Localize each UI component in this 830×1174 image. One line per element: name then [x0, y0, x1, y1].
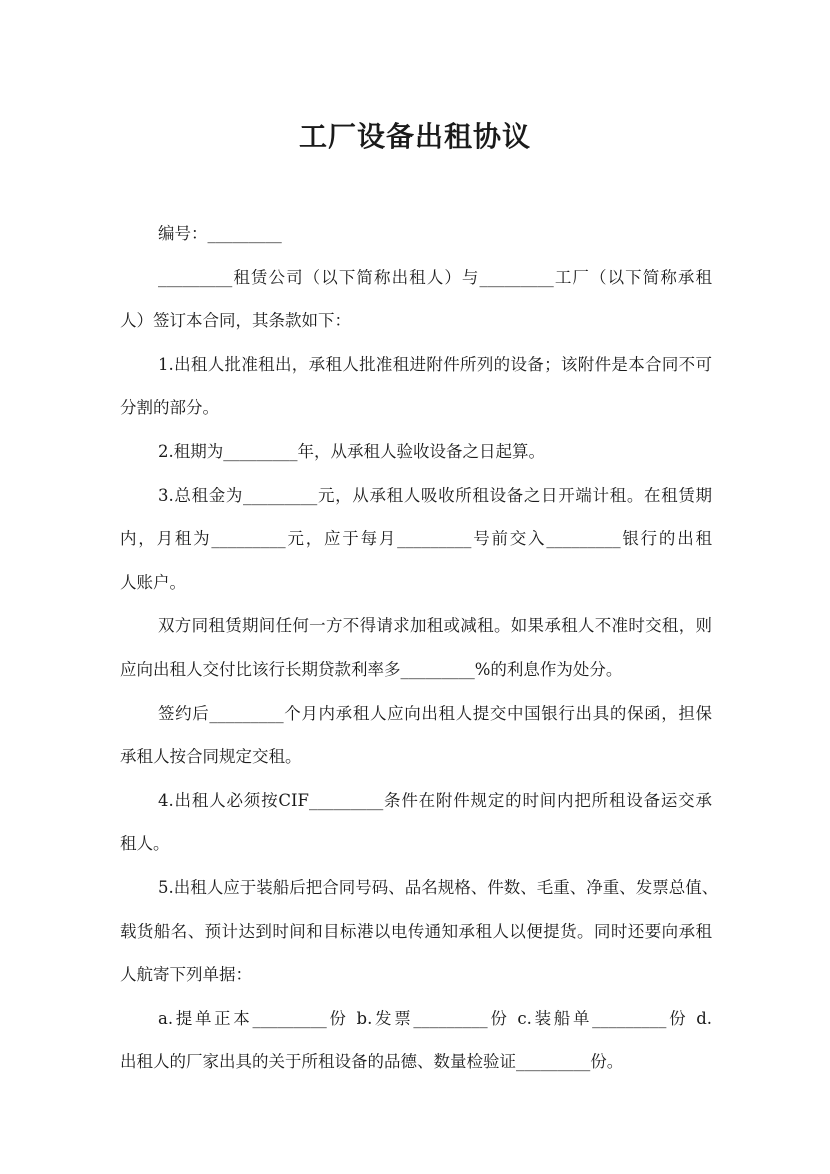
paragraph — [120, 438, 712, 482]
text-line: 编号：_________ — [158, 224, 282, 243]
paragraph — [120, 700, 712, 787]
paragraph — [120, 612, 712, 699]
text-line: 载货船名、预计达到时间和目标港以电传通知承租人以便提货。同时还要向承租 — [120, 921, 712, 941]
text-line: 分割的部分。 — [120, 398, 219, 418]
text-line: _________租赁公司（以下简称出租人）与_________工厂（以下简称承租 — [158, 267, 712, 287]
text-line: 应向出租人交付比该行长期贷款利率多_________%的利息作为处分。 — [120, 659, 623, 679]
document-title: 工厂设备出租协议 — [298, 120, 531, 153]
paragraph — [120, 264, 712, 351]
text-line: 租人。 — [120, 834, 170, 854]
text-line: 签约后_________个月内承租人应向出租人提交中国银行出具的保函，担保 — [158, 703, 712, 723]
text-line: 双方同租赁期间任何一方不得请求加租或减租。如果承租人不准时交租，则 — [158, 616, 712, 636]
text-line: 人航寄下列单据： — [120, 965, 252, 985]
text-line: 承租人按合同规定交租。 — [120, 747, 302, 767]
paragraph — [120, 1005, 712, 1092]
text-line: 2.租期为_________年，从承租人验收设备之日起算。 — [158, 441, 545, 461]
paragraph — [120, 787, 712, 874]
paragraph — [120, 874, 719, 1005]
text-line: 5.出租人应于装船后把合同号码、品名规格、件数、毛重、净重、发票总值、 — [158, 877, 719, 897]
text-line: 3.总租金为_________元，从承租人吸收所租设备之日开端计租。在租赁期 — [158, 485, 712, 505]
paragraph — [120, 220, 712, 264]
text-line: 人）签订本合同，其条款如下： — [120, 311, 351, 331]
text-line: a.提单正本_________份 b.发票_________份 c.装船单_________份 d. — [158, 1008, 712, 1028]
text-line: 人账户。 — [120, 572, 186, 592]
text-line: 4.出租人必须按CIF_________条件在附件规定的时间内把所租设备运交承 — [158, 790, 712, 810]
paragraph — [120, 482, 712, 613]
text-line: 内，月租为_________元，应于每月_________号前交入_________银行的出租 — [120, 529, 712, 549]
text-line: 1.出租人批准租出，承租人批准租进附件所列的设备；该附件是本合同不可 — [158, 354, 712, 374]
document-body — [120, 220, 719, 1092]
text-line: 出租人的厂家出具的关于所租设备的品德、数量检验证_________份。 — [120, 1052, 624, 1072]
paragraph — [120, 351, 712, 438]
